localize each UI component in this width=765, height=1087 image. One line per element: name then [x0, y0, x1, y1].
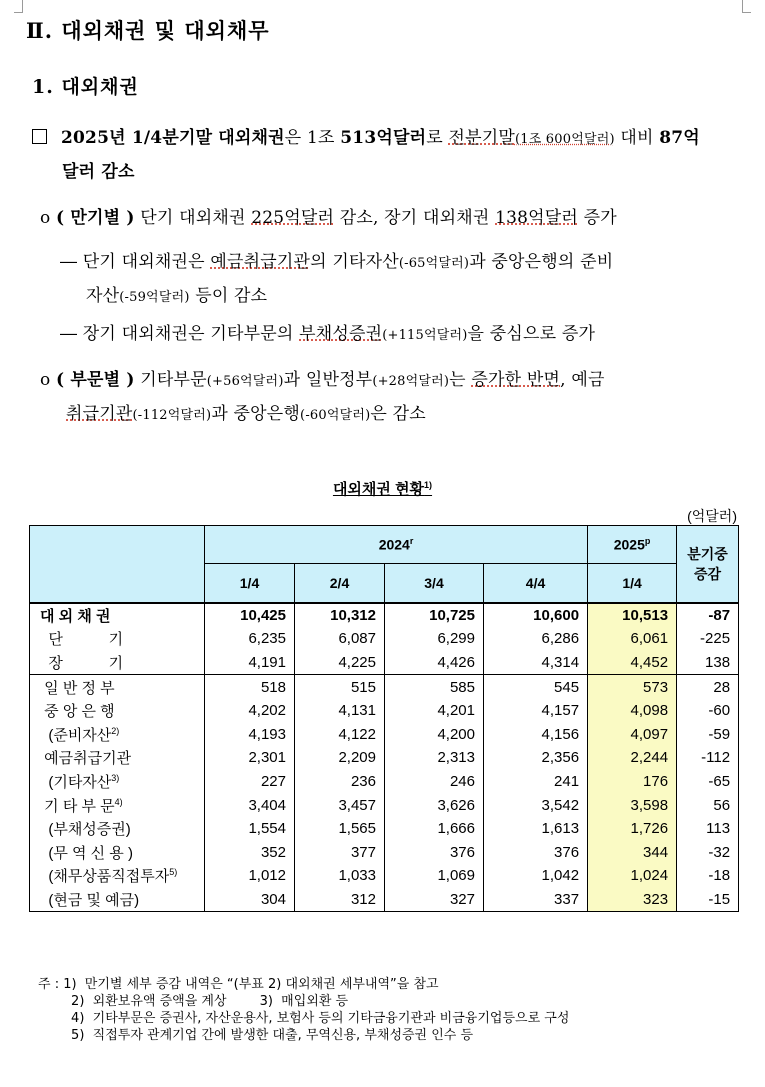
table-cell: 1,565 — [295, 817, 385, 841]
table-cell: 4,131 — [295, 699, 385, 723]
table-cell: 10,513 — [588, 603, 677, 628]
row-label: 중 앙 은 행 — [30, 699, 205, 723]
footnote-line: 5) 직접투자 관계기업 간에 발생한 대출, 무역신용, 부채성증권 인수 등 — [38, 1028, 474, 1043]
change-cell: 56 — [677, 793, 739, 817]
table-cell: 2,313 — [385, 746, 484, 770]
table-cell: 10,725 — [385, 603, 484, 628]
table-cell: 1,554 — [205, 817, 295, 841]
change-cell: -15 — [677, 888, 739, 912]
table-cell: 10,425 — [205, 603, 295, 628]
change-cell: -225 — [677, 627, 739, 651]
table-cell: 4,157 — [484, 699, 588, 723]
table-cell: 6,235 — [205, 627, 295, 651]
table-cell: 327 — [385, 888, 484, 912]
table-cell: 344 — [588, 840, 677, 864]
row-label: (부채성증권) — [30, 817, 205, 841]
row-label: 일 반 정 부 — [30, 675, 205, 699]
table-cell: 1,012 — [205, 864, 295, 888]
table-cell: 323 — [588, 888, 677, 912]
table-cell: 241 — [484, 770, 588, 794]
row-label: (기타자산$^{3)}$ — [30, 770, 205, 794]
table-cell: 4,193 — [205, 722, 295, 746]
table-row — [30, 746, 739, 770]
table-cell: 3,542 — [484, 793, 588, 817]
row-label: (현금 및 예금) — [30, 888, 205, 912]
table-cell: 352 — [205, 840, 295, 864]
change-cell: -87 — [677, 603, 739, 628]
table-cell: 236 — [295, 770, 385, 794]
table-row — [30, 864, 739, 888]
table-cell: 376 — [385, 840, 484, 864]
header-quarter: 1/4 — [588, 564, 677, 603]
header-quarter: 2/4 — [295, 564, 385, 603]
table-cell: 2,301 — [205, 746, 295, 770]
table-row — [30, 817, 739, 841]
table-cell: 246 — [385, 770, 484, 794]
change-cell: 113 — [677, 817, 739, 841]
table-cell: 3,404 — [205, 793, 295, 817]
section-heading: Ⅱ. 대외채권 및 대외채무 — [26, 18, 270, 43]
header-year-2025: 2025$^p$ — [588, 526, 677, 564]
table-cell: 304 — [205, 888, 295, 912]
table-row — [30, 627, 739, 651]
row-label: 장 기 — [30, 651, 205, 675]
table-cell: 4,122 — [295, 722, 385, 746]
table-unit: (억달러) — [687, 508, 737, 524]
table-cell: 6,061 — [588, 627, 677, 651]
table-cell: 515 — [295, 675, 385, 699]
table-row — [30, 888, 739, 912]
header-year-2024: 2024$^r$ — [205, 526, 588, 564]
footnotes — [38, 976, 569, 1044]
table-title: 대외채권 현황$^{1)}$ — [332, 480, 433, 498]
table-cell: 4,202 — [205, 699, 295, 723]
square-bullet-icon — [32, 129, 47, 144]
row-label: (준비자산$^{2)}$ — [30, 722, 205, 746]
external-claims-table — [29, 525, 739, 912]
header-change: 분기중 증감 — [677, 526, 739, 603]
table-cell: 2,356 — [484, 746, 588, 770]
table-cell: 3,457 — [295, 793, 385, 817]
maturity-paragraph: o ( 만기별 ) 단기 대외채권 225억달러 감소, 장기 대외채권 138억달러 증가 — [40, 208, 617, 228]
change-cell: 28 — [677, 675, 739, 699]
short-term-detail: ― 단기 대외채권은 예금취급기관의 기타자산(-65억달러)과 중앙은행의 준비 자산(-59억달러) 등이 감소 — [60, 252, 614, 306]
table-cell: 4,097 — [588, 722, 677, 746]
table-cell: 6,087 — [295, 627, 385, 651]
table-cell: 4,098 — [588, 699, 677, 723]
table-row — [30, 675, 739, 699]
summary-paragraph: 2025년 1/4분기말 대외채권은 1조 513억달러로 전분기말(1조 600억달러) 대비 87억 달러 감소 — [32, 122, 747, 188]
change-cell: -112 — [677, 746, 739, 770]
row-label: (무 역 신 용 ) — [30, 840, 205, 864]
table-cell: 573 — [588, 675, 677, 699]
table-cell: 1,042 — [484, 864, 588, 888]
table-cell: 545 — [484, 675, 588, 699]
table-cell: 518 — [205, 675, 295, 699]
table-cell: 4,156 — [484, 722, 588, 746]
row-label: 대 외 채 권 — [30, 603, 205, 628]
table-cell: 4,314 — [484, 651, 588, 675]
header-quarter: 3/4 — [385, 564, 484, 603]
table-cell: 1,613 — [484, 817, 588, 841]
table-row — [30, 651, 739, 675]
table-cell: 312 — [295, 888, 385, 912]
table-cell: 4,225 — [295, 651, 385, 675]
table-cell: 1,033 — [295, 864, 385, 888]
table-cell: 2,244 — [588, 746, 677, 770]
change-cell: -60 — [677, 699, 739, 723]
table-cell: 4,426 — [385, 651, 484, 675]
table-cell: 4,191 — [205, 651, 295, 675]
header-quarter: 4/4 — [484, 564, 588, 603]
table-row — [30, 603, 739, 628]
table-cell: 3,626 — [385, 793, 484, 817]
table-cell: 337 — [484, 888, 588, 912]
table-cell: 3,598 — [588, 793, 677, 817]
table-cell: 377 — [295, 840, 385, 864]
row-label: 기 타 부 문$^{4)}$ — [30, 793, 205, 817]
page-corner-mark — [14, 0, 23, 13]
table-cell: 4,201 — [385, 699, 484, 723]
change-cell: -65 — [677, 770, 739, 794]
header-corner — [30, 526, 205, 603]
sector-paragraph: o ( 부문별 ) 기타부문(+56억달러)과 일반정부(+28억달러)는 증가한 반면, 예금 취급기관(-112억달러)과 중앙은행(-60억달러)은 감소 — [40, 370, 605, 424]
change-cell: -18 — [677, 864, 739, 888]
table-cell: 4,200 — [385, 722, 484, 746]
table-cell: 6,299 — [385, 627, 484, 651]
table-cell: 1,666 — [385, 817, 484, 841]
footnote-line: 2) 외환보유액 증액을 계상 3) 매입외환 등 — [38, 994, 349, 1009]
table-cell: 376 — [484, 840, 588, 864]
footnote-line: 주 : 1) 만기별 세부 증감 내역은 “(부표 2) 대외채권 세부내역”을 참고 — [38, 977, 439, 992]
page-corner-mark — [742, 0, 751, 13]
table-row — [30, 722, 739, 746]
table-cell: 2,209 — [295, 746, 385, 770]
table-cell: 1,024 — [588, 864, 677, 888]
table-cell: 585 — [385, 675, 484, 699]
row-label: (채무상품직접투자$^{5)}$ — [30, 864, 205, 888]
table-cell: 176 — [588, 770, 677, 794]
table-cell: 1,726 — [588, 817, 677, 841]
row-label: 예금취급기관 — [30, 746, 205, 770]
long-term-detail: ― 장기 대외채권은 기타부문의 부채성증권(+115억달러)을 중심으로 증가 — [60, 324, 596, 344]
table-cell: 10,312 — [295, 603, 385, 628]
change-cell: -59 — [677, 722, 739, 746]
header-quarter: 1/4 — [205, 564, 295, 603]
table-cell: 4,452 — [588, 651, 677, 675]
footnote-line: 4) 기타부문은 증권사, 자산운용사, 보험사 등의 기타금융기관과 비금융기업등으로 구성 — [38, 1011, 570, 1026]
table-row — [30, 840, 739, 864]
table-row — [30, 793, 739, 817]
subsection-heading: 1. 대외채권 — [32, 76, 139, 98]
table-cell: 1,069 — [385, 864, 484, 888]
table-row — [30, 770, 739, 794]
change-cell: -32 — [677, 840, 739, 864]
table-row — [30, 699, 739, 723]
table-cell: 227 — [205, 770, 295, 794]
row-label: 단 기 — [30, 627, 205, 651]
table-cell: 10,600 — [484, 603, 588, 628]
change-cell: 138 — [677, 651, 739, 675]
table-cell: 6,286 — [484, 627, 588, 651]
